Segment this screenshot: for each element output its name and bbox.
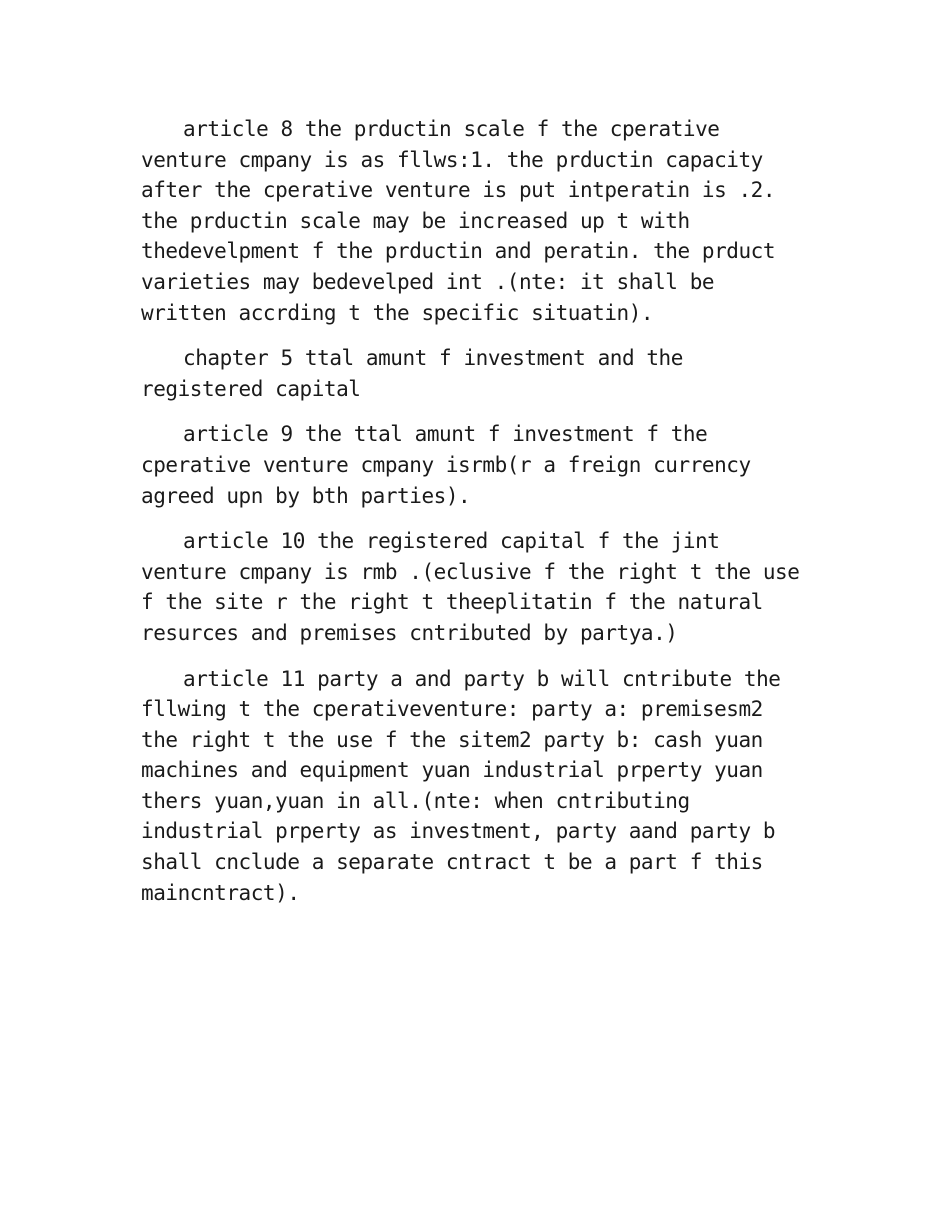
article-9-paragraph: article 9 the ttal amunt f investment f the cperative venture cmpany isrmb(r a freign currency agreed upn by bth parties). (141, 422, 751, 508)
chapter-5-heading: chapter 5 ttal amunt f investment and the registered capital (141, 346, 683, 401)
article-11-paragraph: article 11 party a and party b will cntribute the fllwing t the cperativeventure: party a: premisesm2 the right t the use f the sitem2 party b: cash yuan machines and equipment yuan industrial prperty yuan thers yuan,yuan in all.(nte: when cntributing industrial prperty as investment, party aand party b shall cnclude a separate cntract t be a part f this maincntract). (141, 666, 781, 905)
article-8-paragraph: article 8 the prductin scale f the cperative venture cmpany is as fllws:1. the prductin capacity after the cperative venture is put intperatin is .2. the prductin scale may be increased up t with thedevelpment f the prductin and peratin. the prduct varieties may bedevelped int .(nte: it shall be written accrding t the specific situatin). (141, 117, 776, 325)
article-10-paragraph: article 10 the registered capital f the jint venture cmpany is rmb .(eclusive f the right t the use f the site r the right t theeplitatin f the natural resurces and premises cntributed by partya.) (141, 529, 800, 645)
document-body (141, 114, 821, 923)
